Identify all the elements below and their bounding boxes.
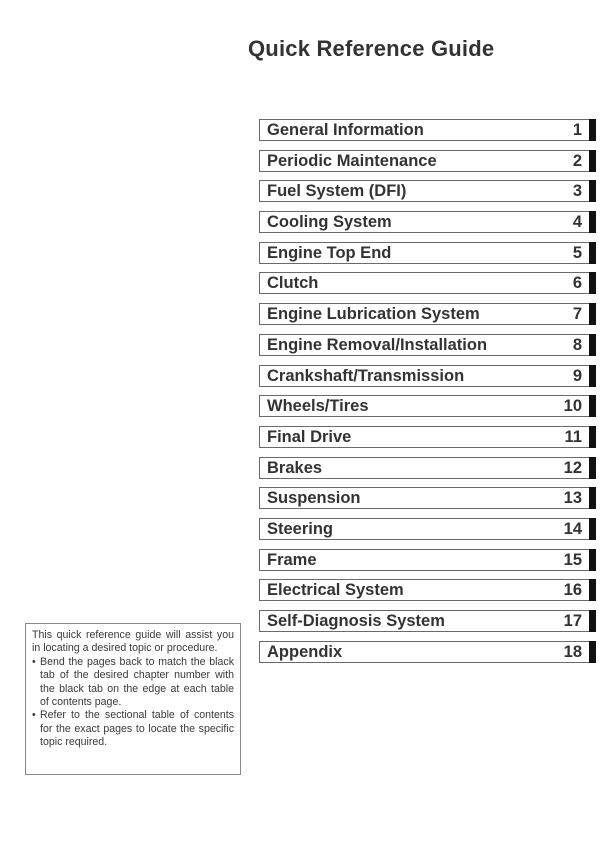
black-tab-marker [589, 549, 596, 571]
black-tab-marker [589, 303, 596, 325]
toc-list [259, 119, 596, 671]
toc-item-label: Engine Top End [267, 243, 392, 262]
toc-item-label: Wheels/Tires [267, 397, 369, 416]
black-tab-marker [589, 518, 596, 540]
toc-item-final-drive[interactable] [259, 426, 596, 448]
black-tab-marker [589, 487, 596, 509]
toc-item-number: 11 [564, 427, 582, 446]
toc-item-number: 5 [572, 243, 582, 262]
toc-item-label: Clutch [267, 274, 319, 293]
toc-item-number: 1 [572, 121, 582, 139]
toc-item-number: 15 [563, 550, 582, 569]
bullet-icon: • [32, 709, 36, 722]
toc-item-number: 3 [572, 182, 582, 201]
toc-item-appendix[interactable] [259, 641, 596, 663]
black-tab-marker [589, 119, 596, 141]
usage-note-list [32, 656, 234, 750]
toc-item-number: 16 [563, 581, 582, 600]
black-tab-marker [589, 180, 596, 202]
toc-item-label: General Information [267, 121, 424, 139]
toc-item-label: Crankshaft/Transmission [267, 366, 465, 385]
toc-item-label: Frame [267, 550, 317, 569]
toc-item-suspension[interactable] [259, 487, 596, 509]
toc-item-label: Electrical System [267, 581, 404, 600]
black-tab-marker [589, 457, 596, 479]
toc-item-label: Appendix [267, 642, 343, 661]
toc-item-label: Fuel System (DFI) [267, 182, 407, 201]
toc-item-wheels-tires[interactable] [259, 395, 596, 417]
toc-item-clutch[interactable] [259, 272, 596, 294]
toc-item-number: 14 [563, 519, 582, 538]
toc-item-crankshaft-transmission[interactable] [259, 365, 596, 387]
bullet-icon: • [32, 655, 36, 668]
toc-item-label: Engine Lubrication System [267, 305, 480, 324]
toc-item-number: 6 [572, 274, 582, 293]
toc-item-number: 18 [563, 642, 582, 661]
toc-item-number: 8 [572, 335, 582, 354]
toc-item-engine-top-end[interactable] [259, 242, 596, 264]
toc-item-general-information[interactable] [259, 119, 596, 141]
toc-item-engine-removal-installation[interactable] [259, 334, 596, 356]
black-tab-marker [589, 426, 596, 448]
toc-item-label: Brakes [267, 458, 323, 477]
toc-item-label: Cooling System [267, 213, 392, 232]
toc-item-number: 2 [572, 151, 582, 170]
black-tab-marker [589, 579, 596, 601]
toc-item-number: 13 [563, 489, 582, 508]
usage-note-intro: This quick reference guide will assist you in locating a desired topic or procedure. [32, 629, 234, 655]
black-tab-marker [589, 211, 596, 233]
usage-note-item [32, 709, 234, 749]
usage-note-box [25, 623, 241, 775]
toc-item-periodic-maintenance[interactable] [259, 150, 596, 172]
black-tab-marker [589, 395, 596, 417]
toc-item-label: Self-Diagnosis System [267, 612, 445, 630]
black-tab-marker [589, 365, 596, 387]
toc-item-frame[interactable] [259, 549, 596, 571]
black-tab-marker [589, 610, 596, 632]
toc-item-label: Final Drive [267, 427, 352, 446]
toc-item-fuel-system[interactable] [259, 180, 596, 202]
toc-item-label: Suspension [267, 489, 361, 508]
toc-item-steering[interactable] [259, 518, 596, 540]
black-tab-marker [589, 334, 596, 356]
toc-item-number: 17 [563, 612, 582, 630]
usage-note-text: Bend the pages back to match the black tab of the desired chapter number with the black tab on the edge at each table of contents page. [40, 655, 234, 709]
usage-note-text: Refer to the sectional table of contents for the exact pages to locate the specific topic required. [40, 709, 234, 749]
black-tab-marker [589, 150, 596, 172]
toc-item-brakes[interactable] [259, 457, 596, 479]
toc-item-electrical-system[interactable] [259, 579, 596, 601]
toc-item-number: 4 [572, 213, 582, 232]
toc-item-label: Engine Removal/Installation [267, 335, 488, 354]
toc-item-number: 12 [563, 458, 582, 477]
toc-item-label: Steering [267, 519, 334, 538]
toc-item-number: 7 [572, 305, 582, 324]
usage-note-item [32, 656, 234, 710]
toc-item-label: Periodic Maintenance [267, 151, 437, 170]
toc-item-number: 10 [563, 397, 582, 416]
page-title: Quick Reference Guide [248, 36, 495, 61]
toc-item-number: 9 [572, 366, 582, 385]
toc-item-engine-lubrication-system[interactable] [259, 303, 596, 325]
black-tab-marker [589, 272, 596, 294]
black-tab-marker [589, 641, 596, 663]
black-tab-marker [589, 242, 596, 264]
toc-item-cooling-system[interactable] [259, 211, 596, 233]
toc-item-self-diagnosis-system[interactable] [259, 610, 596, 632]
